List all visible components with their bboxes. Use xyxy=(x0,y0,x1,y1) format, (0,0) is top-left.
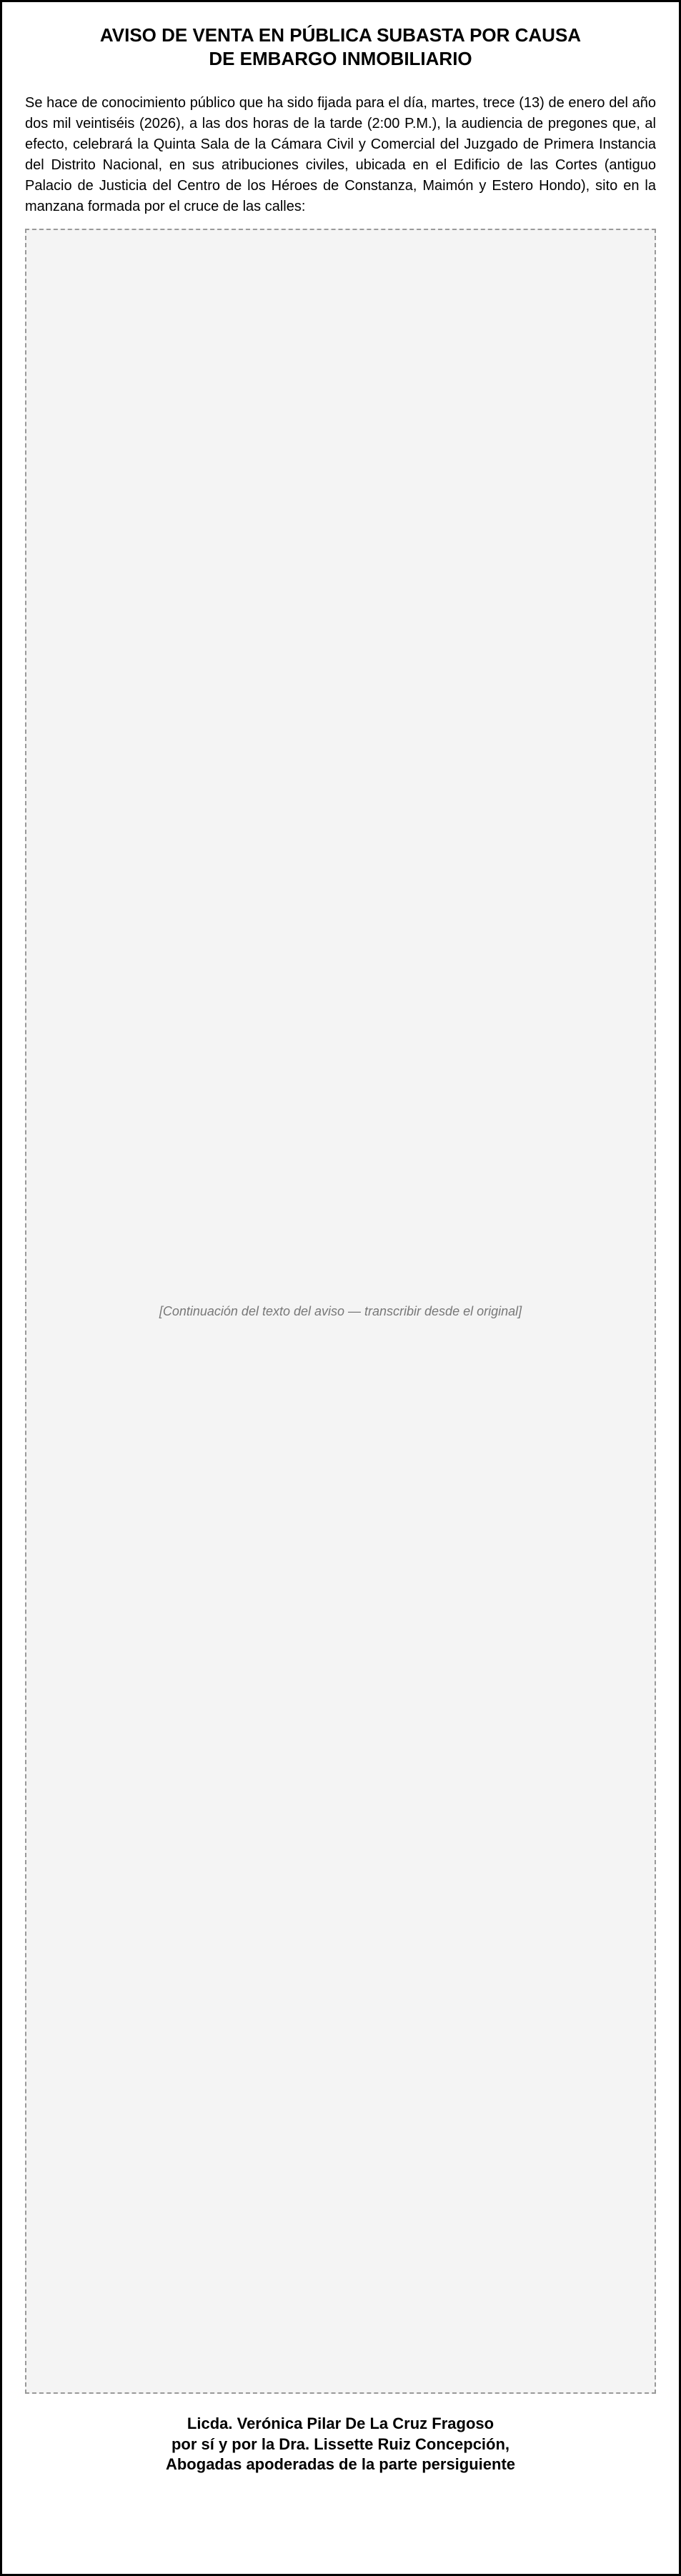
notice-title xyxy=(25,24,656,70)
signature-line-3: Abogadas apoderadas de la parte persiguiente xyxy=(165,2455,516,2474)
notice-body-placeholder: [Continuación del texto del aviso — transcribir desde el original] xyxy=(25,229,656,2394)
signature-block xyxy=(25,2414,656,2475)
notice-title-line-1: AVISO DE VENTA EN PÚBLICA SUBASTA POR CAUSA xyxy=(99,24,582,46)
notice-title-line-2: DE EMBARGO INMOBILIARIO xyxy=(209,47,472,69)
signature-line-2: por sí y por la Dra. Lissette Ruiz Concepción, xyxy=(171,2435,510,2453)
notice-opening: Se hace de conocimiento público que ha sido fijada para el día, martes, trece (13) de enero del año dos mil veintiséis (2026), a las dos horas de la tarde (2:00 P.M.), la audiencia de pregones que, al efecto, celebrará la Quinta Sala de la Cámara Civil y Comercial del Juzgado de Primera Instancia del Distrito Nacional, en sus atribuciones civiles, ubicada en el Edificio de las Cortes (antiguo Palacio de Justicia del Centro de los Héroes de Constanza, Maimón y Estero Hondo), sito en la manzana formada por el cruce de las calles: xyxy=(25,95,656,214)
signature-line-1: Licda. Verónica Pilar De La Cruz Fragoso xyxy=(187,2415,494,2432)
